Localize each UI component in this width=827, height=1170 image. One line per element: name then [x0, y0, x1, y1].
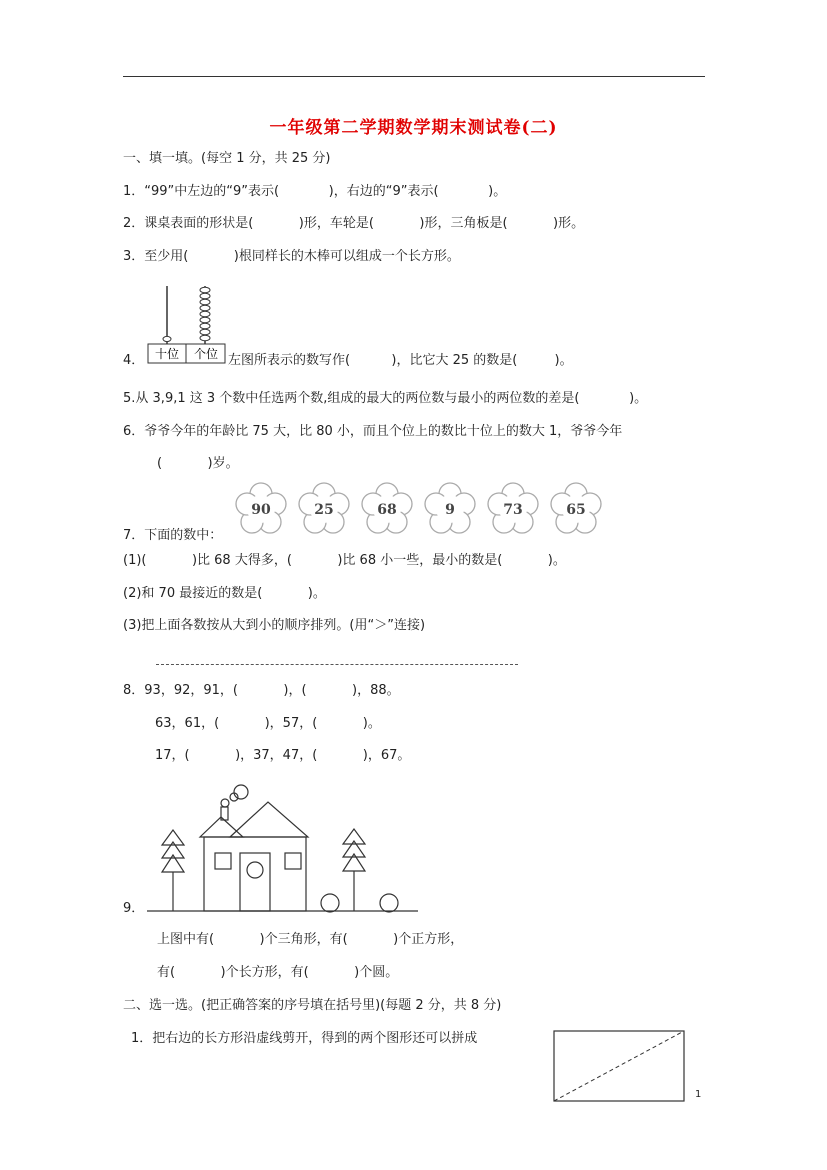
question-8-line-1: 8．93，92，91，( )，( )，88。 — [123, 683, 400, 698]
answer-line — [156, 664, 518, 665]
question-9-line-1: 上图中有( )个三角形，有( )个正方形， — [157, 932, 464, 947]
question-7-2: (2)和 70 最接近的数是( )。 — [123, 586, 326, 601]
section2-question-1: 1．把右边的长方形沿虚线剪开，得到的两个图形还可以拼成 — [131, 1031, 478, 1046]
question-6-line-2: ( )岁。 — [157, 456, 239, 471]
flower-4 — [425, 483, 475, 533]
flower-number-2: 25 — [314, 502, 334, 518]
flower-number-1: 90 — [251, 502, 271, 518]
page-number: 1 — [695, 1089, 702, 1100]
flower-number-5: 73 — [503, 502, 523, 518]
abacus-ones-label: 个位 — [193, 347, 219, 361]
page-title: 一年级第二学期数学期末测试卷(二) — [269, 118, 558, 138]
flower-1 — [236, 483, 286, 533]
flower-number-6: 65 — [566, 502, 586, 518]
question-7: 7．下面的数中： — [123, 528, 223, 543]
question-9-line-2: 有( )个长方形，有( )个圆。 — [157, 965, 399, 980]
question-8-line-3: 17，( )，37，47，( )，67。 — [155, 748, 411, 763]
rectangle-dashed-diagonal-figure — [553, 1029, 687, 1103]
abacus-tens-label: 十位 — [154, 347, 180, 361]
abacus-figure — [146, 282, 228, 366]
question-1: 1．“99”中左边的“9”表示( )，右边的“9”表示( )。 — [123, 184, 507, 199]
question-7-1: (1)( )比 68 大得多，( )比 68 小一些，最小的数是( )。 — [123, 553, 566, 568]
question-5: 5.从 3,9,1 这 3 个数中任选两个数,组成的最大的两位数与最小的两位数的差是( )。 — [123, 391, 648, 406]
flower-6 — [551, 483, 601, 533]
question-8-line-2: 63，61，( )，57，( )。 — [155, 716, 381, 731]
flower-number-3: 68 — [377, 502, 397, 518]
section2-heading: 二、选一选。(把正确答案的序号填在括号里)(每题 2 分，共 8 分) — [123, 998, 502, 1013]
header-rule — [123, 76, 705, 77]
flower-numbers — [228, 480, 612, 538]
flower-5 — [488, 483, 538, 533]
question-2: 2．课桌表面的形状是( )形，车轮是( )形，三角板是( )形。 — [123, 216, 585, 231]
question-9-number: 9． — [123, 901, 145, 916]
question-3: 3．至少用( )根同样长的木棒可以组成一个长方形。 — [123, 249, 460, 264]
question-7-3: (3)把上面各数按从大到小的顺序排列。(用“＞”连接) — [123, 618, 426, 633]
flower-number-4: 9 — [445, 502, 455, 518]
question-6-line-1: 6．爷爷今年的年龄比 75 大，比 80 小，而且个位上的数比十位上的数大 1，爷爷今年 — [123, 424, 623, 439]
flower-3 — [362, 483, 412, 533]
house-figure — [140, 772, 422, 916]
question-4-number: 4． — [123, 353, 145, 368]
section1-heading: 一、填一填。(每空 1 分，共 25 分) — [123, 151, 331, 166]
question-4: 左图所表示的数写作( )，比它大 25 的数是( )。 — [228, 353, 573, 368]
flower-2 — [299, 483, 349, 533]
